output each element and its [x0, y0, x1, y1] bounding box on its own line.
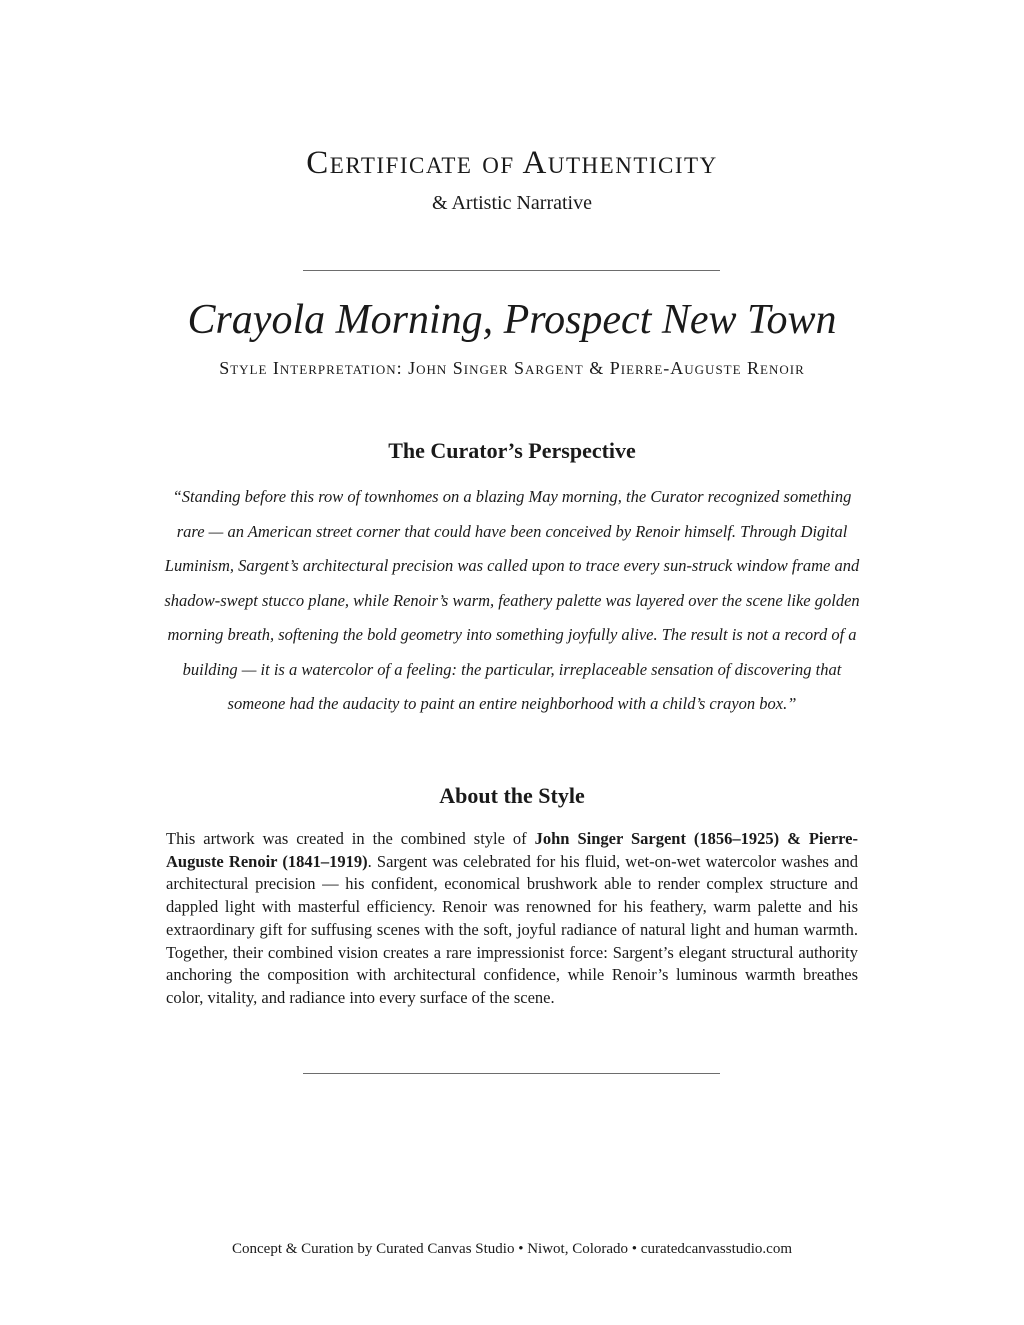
footer-credit: Concept & Curation by Curated Canvas Studio • Niwot, Colorado • curatedcanvasstudio.com: [232, 1241, 792, 1257]
about-artists: John Singer Sargent (1856–1925) & Pierre-Auguste Renoir (1841–1919): [166, 829, 858, 871]
certificate-subtitle: & Artistic Narrative: [432, 192, 592, 214]
about-intro: This artwork was created in the combined style of: [166, 829, 535, 848]
artwork-title: Crayola Morning, Prospect New Town: [187, 297, 837, 343]
bottom-divider: [303, 1073, 720, 1074]
about-body-text: . Sargent was celebrated for his fluid, wet-on-wet watercolor washes and architectural precision — his confident, economical brushwork able to render complex structure and dappled light with masterful efficiency. Renoir was renowned for his feathery, warm palette and his extraordinary gift for suffusing scenes with the soft, joyful radiance of natural light and human warmth. Together, their combined vision creates a rare impressionist force: Sargent’s elegant structural authority anchoring the composition with architectural confidence, while Renoir’s luminous warmth breathes color, vitality, and radiance into every surface of the scene.: [166, 851, 858, 1007]
about-paragraph: [166, 828, 858, 1010]
top-divider: [303, 270, 720, 271]
curator-heading: The Curator’s Perspective: [388, 438, 636, 463]
about-heading: About the Style: [439, 783, 585, 808]
curator-quote: “Standing before this row of townhomes on a blazing May morning, the Curator recognized something rare — an American street corner that could have been conceived by Renoir himself. Through Digital Luminism, Sargent’s architectural precision was called upon to trace every sun-struck window frame and shadow-swept stucco plane, while Renoir’s warm, feathery palette was layered over the scene like golden morning breath, softening the bold geometry into something joyfully alive. The result is not a record of a building — it is a watercolor of a feeling: the particular, irreplaceable sensation of discovering that someone had the audacity to paint an entire neighborhood with a child’s crayon box.”: [164, 487, 860, 713]
certificate-title: Certificate of Authenticity: [306, 145, 718, 181]
style-interpretation: Style Interpretation: John Singer Sargent & Pierre-Auguste Renoir: [219, 358, 805, 378]
